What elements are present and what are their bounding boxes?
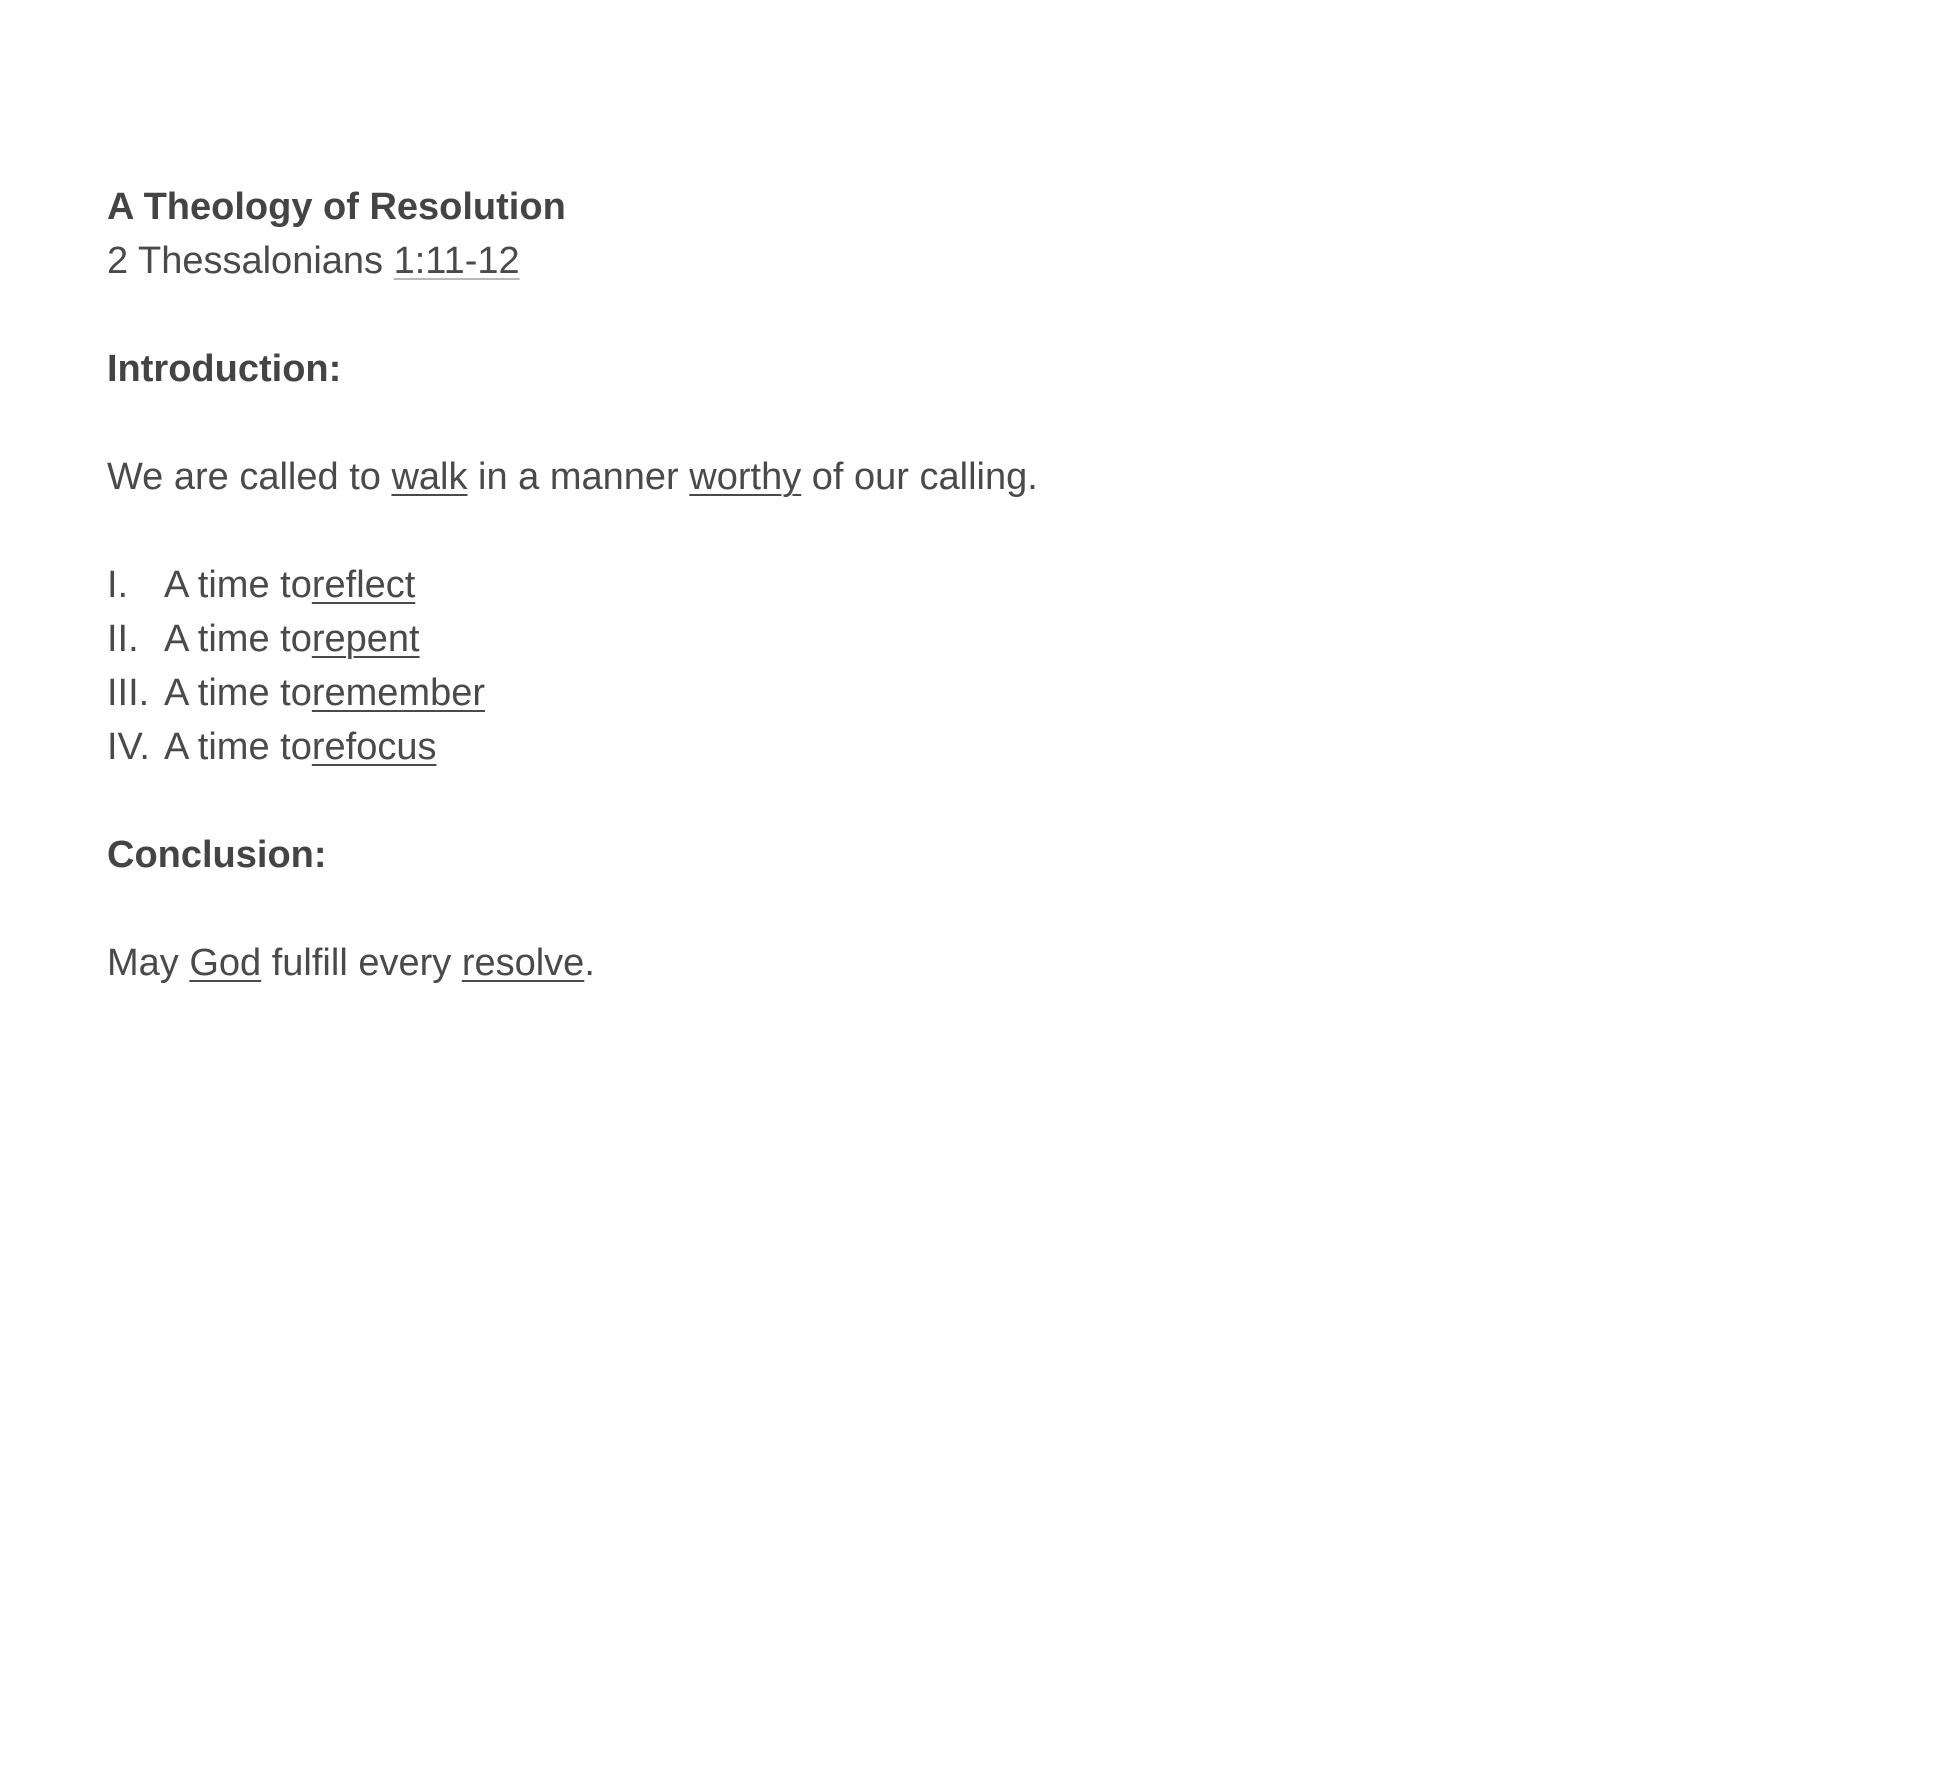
outline-prefix: A time to [164,672,312,714]
sermon-notes-document [107,180,1807,990]
spacer [107,774,1807,828]
outline-numeral: I. [107,564,129,606]
spacer [107,288,1807,342]
conclusion-keyword-resolve: resolve [461,942,585,984]
outline-numeral: IV. [107,726,150,768]
scripture-reference [107,234,1807,288]
scripture-book: 2 Thessalonians [107,240,394,282]
intro-keyword-worthy: worthy [689,456,802,498]
intro-text-3: of our calling. [801,456,1038,498]
outline-item [107,558,1807,612]
outline-keyword: reflect [311,564,416,606]
conclusion-heading: Conclusion: [107,834,327,876]
outline-item [107,666,1807,720]
outline-list [107,558,1807,774]
conclusion-text-2: fulfill every [261,942,462,984]
outline-numeral: III. [107,672,150,714]
outline-prefix: A time to [164,618,312,660]
outline-keyword: remember [311,672,485,714]
intro-text-2: in a manner [467,456,690,498]
conclusion-keyword-god: God [189,942,262,984]
scripture-verses-link[interactable]: 1:11-12 [393,240,520,282]
conclusion-text-3: . [584,942,595,984]
outline-prefix: A time to [164,726,312,768]
conclusion-text-1: May [107,942,190,984]
outline-keyword: repent [311,618,420,660]
outline-item [107,720,1807,774]
outline-prefix: A time to [164,564,312,606]
conclusion-sentence [107,936,1807,990]
spacer [107,396,1807,450]
intro-keyword-walk: walk [391,456,468,498]
spacer [107,504,1807,558]
outline-keyword: refocus [311,726,437,768]
intro-text-1: We are called to [107,456,392,498]
spacer [107,882,1807,936]
document-title: A Theology of Resolution [107,186,566,228]
introduction-sentence [107,450,1807,504]
outline-item [107,612,1807,666]
introduction-heading: Introduction: [107,348,342,390]
outline-numeral: II. [107,618,139,660]
